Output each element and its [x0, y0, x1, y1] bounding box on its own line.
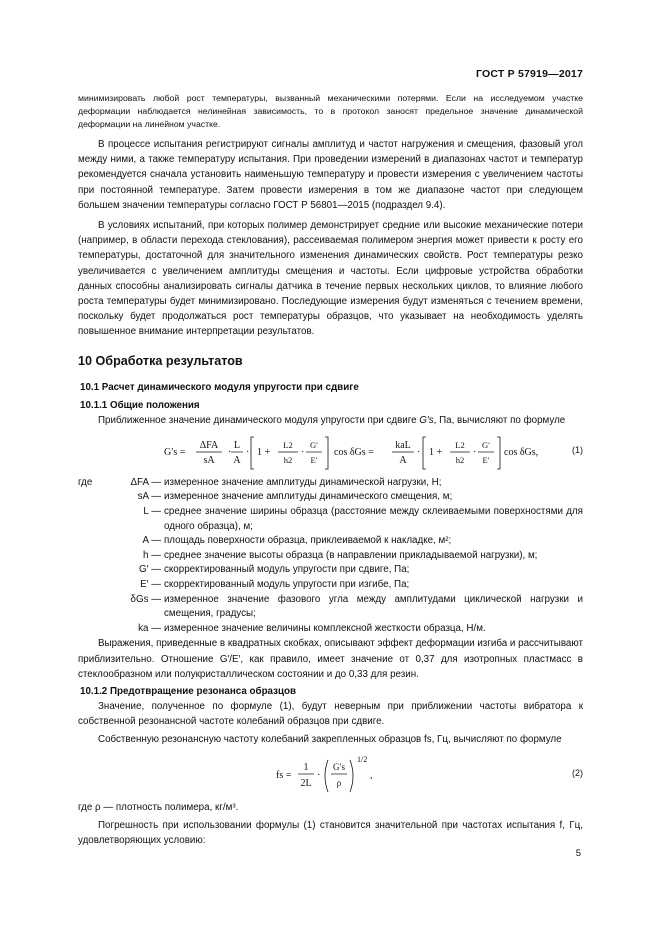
eq1-f2-num: L: [233, 439, 241, 451]
page-number: 5: [575, 848, 581, 859]
paragraph-rho-definition: где ρ — плотность полимера, кг/м³.: [78, 801, 239, 813]
paragraph-formula-intro: [78, 413, 583, 428]
eq1-dot-3: ·: [301, 446, 305, 458]
equation-2: [78, 748, 583, 800]
eq1-f4-den: E′: [310, 454, 318, 465]
eq1-f3-num: L2: [283, 439, 293, 450]
definition-text: измеренное значение фазового угла между амплитудами циклической нагрузки и смещения, градусы;: [164, 593, 583, 620]
definition-item: [78, 534, 583, 549]
definition-symbol: E′ —: [140, 579, 161, 590]
subsection-10-1-2: 10.1.2 Предотвращение резонанса образцов: [80, 685, 297, 697]
definition-item: [78, 593, 583, 622]
equation-1-graphic: [78, 428, 583, 476]
definitions-intro: где: [78, 476, 93, 488]
eq1-f2-den: A: [233, 454, 241, 466]
definition-item: [78, 505, 583, 534]
section-title: 10 Обработка результатов: [78, 353, 243, 368]
definition-text: скорректированный модуль упругости при изгибе, Па;: [164, 579, 410, 590]
eq1-open-1: 1 +: [257, 446, 271, 458]
eq1-cos-1: cos δGs =: [334, 446, 374, 458]
definition-text: среднее значение высоты образца (в направлении прикладываемой нагрузки), м;: [164, 549, 538, 561]
definition-text: измеренное значение амплитуды динамической нагрузки, Н;: [164, 476, 442, 488]
eq1-open-2: 1 +: [429, 446, 443, 458]
eq2-f1-den: 2L: [300, 777, 312, 789]
eq1-dot-1: ·: [228, 446, 232, 458]
eq1-f5-num: kaL: [395, 439, 411, 451]
definition-text: среднее значение ширины образца (расстояние между склеиваемыми поверхностями для одного образца), м;: [164, 506, 583, 532]
paragraph-test-process: В процессе испытания регистрируют сигналы амплитуд и частот нагружения и смещения, фазовый угол между ними, а также температуру испытания. При проведении измерений в диапазонах частот и температур рекомендуется сначала установить наименьшую температуру и провести измерения с увеличением частоты при постоянной температуре. Затем провести измерения в том же диапазоне частот при следующем большем значении температуры согласно ГОСТ Р 56801—2015 (подраздел 9.4).: [78, 139, 583, 211]
paragraph-test-conditions: В условиях испытаний, при которых полимер демонстрирует средние или высокие механические потери (например, в области перехода стеклования), рассеиваемая полимером энергия может привести к росту его температуры, достаточной для значительного изменения динамических свойств. Рост температуры резко увеличивается с увеличением амплитуды смещения и частоты. Если цифровые устройства обработки данных способны анализировать сигналы датчика в течение первых нескольких циклов, то влияние любого роста температуры будет минимизировано. Последующие измерения будут изменяться с течением времени, поскольку будет продолжаться рост температуры образцов, что указывает на необходимость уделять повышенное внимание интерпретации результатов.: [78, 220, 583, 338]
definition-symbol: ka —: [138, 622, 161, 634]
subsection-10-1-1: 10.1.1 Общие положения: [80, 399, 200, 411]
para3-symbol: G′s: [419, 414, 434, 426]
paragraph-bracket-expressions: Выражения, приведенные в квадратных скобках, описывают эффект деформации изгиба и рассчитывают приблизительно. Отношение G′/E′, как правило, имеет значение от 0,37 для изотропных пластмасс в стеклообразном или полукристаллическом состоянии и до 0,33 для резин.: [78, 638, 583, 680]
eq1-f3-den: h2: [283, 454, 293, 465]
eq1-dot-4: ·: [417, 446, 421, 458]
definition-item: [78, 578, 583, 593]
eq1-bracket-open-2: [423, 437, 426, 469]
eq1-f6-den: h2: [455, 454, 465, 465]
eq1-dot-5: ·: [473, 446, 477, 458]
definition-text: измеренное значение величины комплексной жесткости образца, Н/м.: [164, 622, 486, 634]
eq1-bracket-close-2: [497, 437, 500, 469]
para3-a: Приближенное значение динамического модуля упругости при сдвиге: [98, 414, 420, 426]
paragraph-resonance: Значение, полученное по формуле (1), будут неверным при приближении частоты вибратора к собственной резонансной частоте колебаний образцов при сдвиге.: [78, 700, 583, 728]
eq1-f5-den: A: [399, 454, 407, 466]
eq2-paren-close: [350, 760, 353, 792]
eq1-dot-2: ·: [246, 446, 250, 458]
definition-item: [78, 622, 583, 637]
intro-paragraph: минимизировать любой рост температуры, вызванный механическими потерями. Если на исследуемом участке деформации наблюдается нелинейная зависимость, то в протокол заносят предельное значение динамической деформации на линейном участке.: [78, 93, 583, 129]
paragraph-resonance-frequency: Собственную резонансную частоту колебаний закрепленных образцов fs, Гц, вычисляют по формуле: [98, 734, 562, 746]
equation-1: [78, 428, 583, 476]
definition-symbol: L —: [143, 506, 161, 518]
eq2-power: 1/2: [357, 754, 368, 764]
definition-text: площадь поверхности образца, приклеиваемой к накладке, м²;: [164, 535, 452, 547]
definition-text: скорректированный модуль упругости при сдвиге, Па;: [164, 564, 410, 576]
eq1-bracket-close-1: [325, 437, 328, 469]
eq1-f1-num: ΔFA: [199, 439, 219, 451]
subsection-10-1: 10.1 Расчет динамического модуля упругости при сдвиге: [80, 381, 359, 393]
definitions-list: [78, 476, 583, 637]
standard-header: ГОСТ Р 57919—2017: [475, 68, 583, 80]
eq2-f2-den: ρ: [336, 777, 342, 788]
eq1-lhs: G′s =: [164, 446, 186, 458]
eq1-bracket-open-1: [251, 437, 254, 469]
definition-symbol: h —: [143, 549, 161, 561]
definition-symbol: ΔFA —: [130, 476, 161, 488]
definition-item: [78, 476, 583, 491]
definition-item: [78, 549, 583, 564]
eq1-f1-den: sA: [203, 454, 215, 466]
eq1-f4-num: G′: [310, 439, 318, 450]
eq2-paren-open: [325, 760, 328, 792]
definition-item: [78, 563, 583, 578]
paragraph-error-condition: Погрешность при использовании формулы (1) становится значительной при частотах испытания f, Гц, удовлетворяющих условию:: [78, 819, 583, 846]
definition-symbol: G′ —: [139, 564, 161, 576]
eq1-f7-num: G′: [482, 439, 490, 450]
eq2-lhs: fs =: [276, 769, 292, 781]
definition-symbol: δGs —: [130, 593, 161, 605]
page-body: [78, 92, 583, 848]
eq2-dot: ·: [317, 769, 321, 781]
definition-symbol: sA —: [137, 491, 161, 503]
eq2-f1-num: 1: [303, 761, 309, 773]
eq2-tail: ,: [370, 769, 373, 781]
equation-2-number: (2): [572, 767, 583, 778]
definition-text: измеренное значение амплитуды динамического смещения, м;: [164, 491, 453, 503]
eq1-f7-den: E′: [482, 454, 490, 465]
definition-item: [78, 490, 583, 505]
eq2-f2-num: G′s: [333, 761, 345, 772]
equation-2-graphic: [78, 748, 583, 800]
equation-1-number: (1): [572, 444, 583, 455]
definition-symbol: A —: [142, 535, 161, 547]
eq1-f6-num: L2: [455, 439, 465, 450]
eq1-cos-2: cos δGs,: [504, 446, 539, 458]
para3-b: , Па, вычисляют по формуле: [433, 414, 566, 426]
